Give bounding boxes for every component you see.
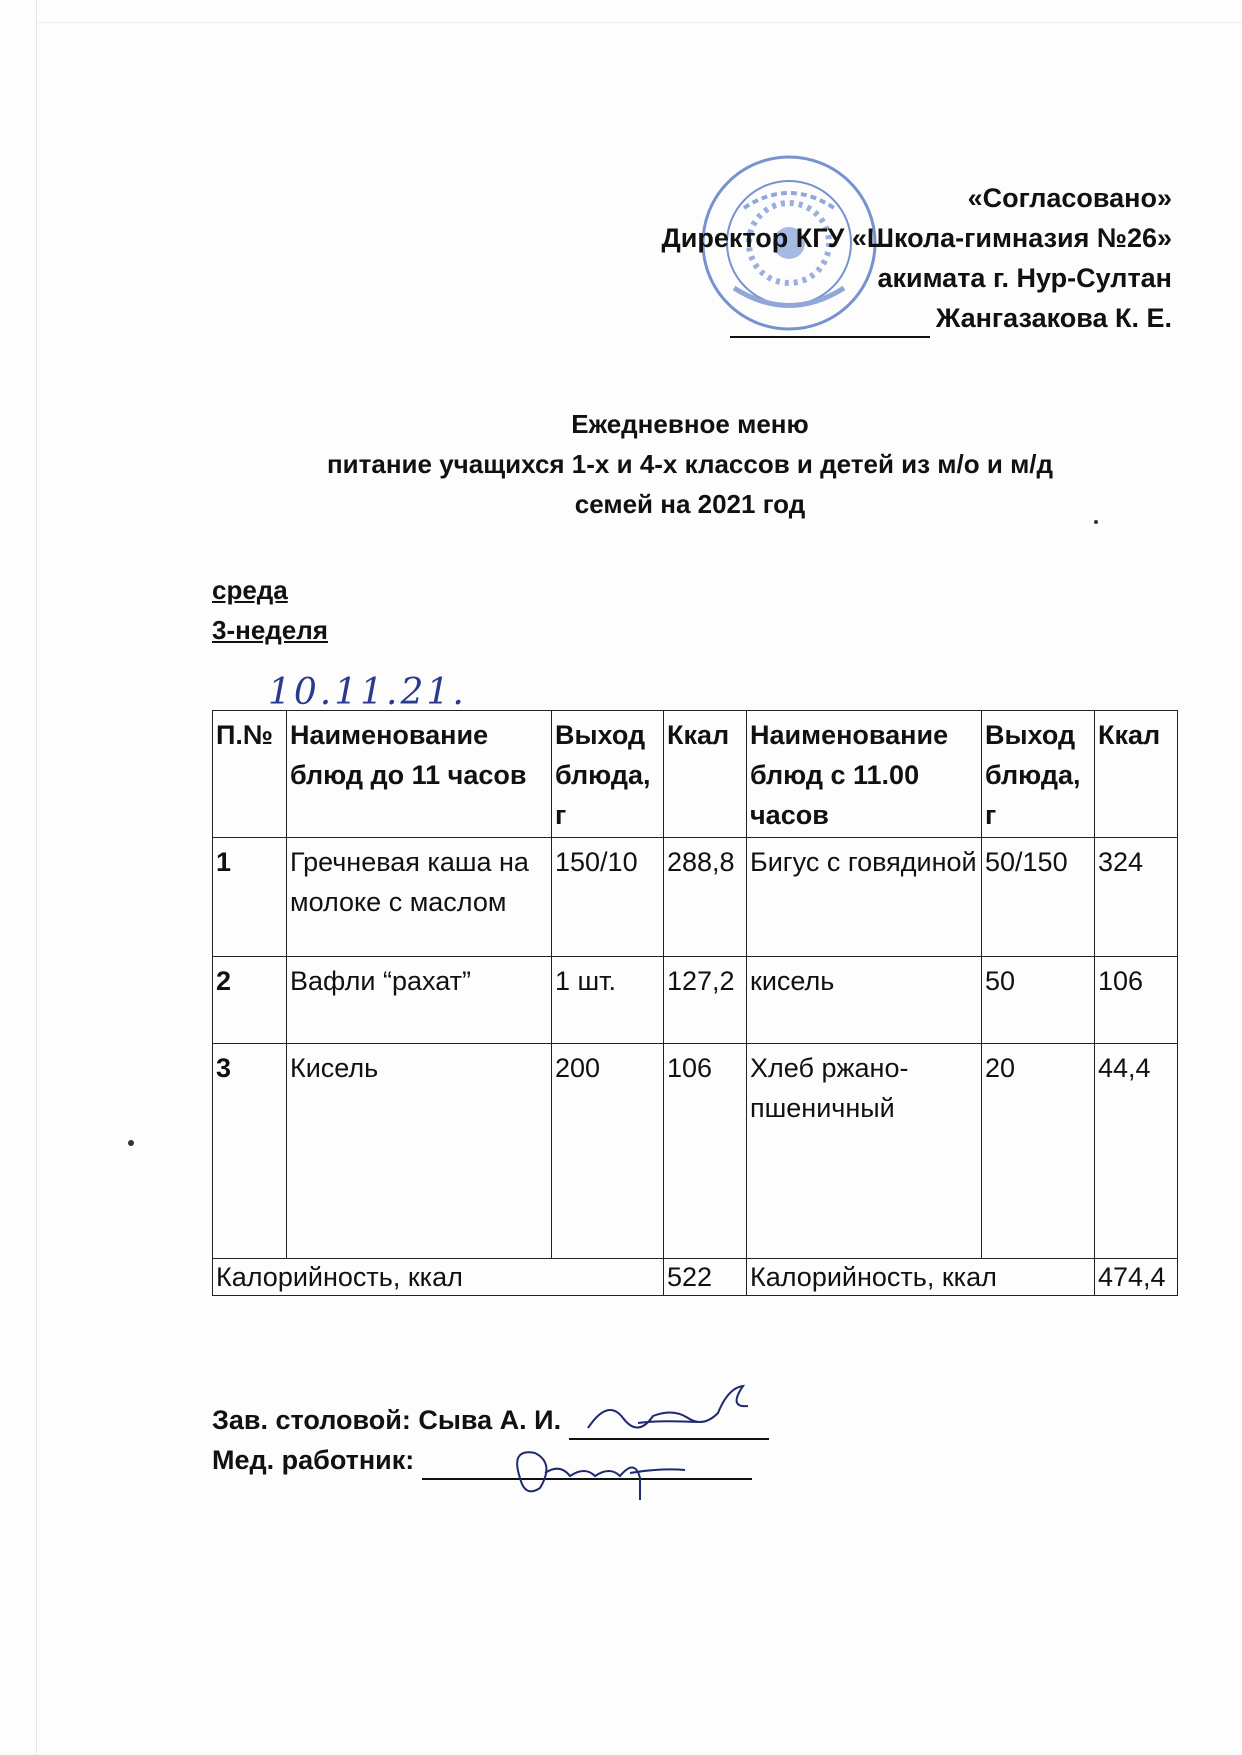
dish-after: кисель — [747, 957, 982, 1044]
header-kcal-before: Ккал — [664, 711, 747, 838]
yield-after: 50 — [982, 957, 1095, 1044]
header-yield-after: Выход блюда, г — [982, 711, 1095, 838]
totals-row — [213, 1259, 1178, 1296]
scan-edge-top — [36, 22, 1242, 23]
row-num: 1 — [213, 838, 287, 957]
weekday: среда — [212, 575, 288, 605]
scan-speck — [1094, 520, 1098, 524]
yield-before: 200 — [552, 1044, 664, 1259]
handwritten-date: 10.11.21. — [268, 672, 467, 713]
header-dish-before: Наименование блюд до 11 часов — [287, 711, 552, 838]
dish-before: Вафли “рахат” — [287, 957, 552, 1044]
row-num: 3 — [213, 1044, 287, 1259]
document-title — [0, 404, 1242, 524]
table-row — [213, 957, 1178, 1044]
yield-before: 150/10 — [552, 838, 664, 957]
row-num: 2 — [213, 957, 287, 1044]
menu-table — [212, 710, 1178, 1296]
kcal-before: 127,2 — [664, 957, 747, 1044]
medic-label: Мед. работник: — [212, 1445, 415, 1475]
dish-before: Кисель — [287, 1044, 552, 1259]
week-number: 3-неделя — [212, 615, 328, 645]
dish-after: Бигус с говядиной — [747, 838, 982, 957]
approval-signature-row — [662, 298, 1172, 338]
total-value-after: 474,4 — [1095, 1259, 1178, 1296]
kcal-before: 288,8 — [664, 838, 747, 957]
approval-block — [662, 178, 1172, 338]
table-row — [213, 838, 1178, 957]
approval-agreed: «Согласовано» — [967, 183, 1172, 213]
scan-edge — [36, 0, 37, 1755]
title-line-2: питание учащихся 1-х и 4-х классов и детей из м/о и м/д — [326, 449, 1054, 479]
table-row — [213, 1044, 1178, 1259]
scan-speck — [128, 1140, 134, 1146]
kcal-before: 106 — [664, 1044, 747, 1259]
header-yield-before: Выход блюда, г — [552, 711, 664, 838]
title-line-1: Ежедневное меню — [571, 409, 809, 439]
total-value-before: 522 — [664, 1259, 747, 1296]
kcal-after: 106 — [1095, 957, 1178, 1044]
total-label-before: Калорийность, ккал — [213, 1259, 664, 1296]
yield-before: 1 шт. — [552, 957, 664, 1044]
title-line-3: семей на 2021 год — [574, 489, 806, 519]
yield-after: 20 — [982, 1044, 1095, 1259]
header-kcal-after: Ккал — [1095, 711, 1178, 838]
total-label-after: Калорийность, ккал — [747, 1259, 1095, 1296]
header-num: П.№ — [213, 711, 287, 838]
dish-after: Хлеб ржано-пшеничный — [747, 1044, 982, 1259]
table-header-row — [213, 711, 1178, 838]
header-dish-after: Наименование блюд с 11.00 часов — [747, 711, 982, 838]
kcal-after: 324 — [1095, 838, 1178, 957]
yield-after: 50/150 — [982, 838, 1095, 957]
day-block — [212, 570, 328, 650]
canteen-head-label: Зав. столовой: Сыва А. И. — [212, 1405, 562, 1435]
kcal-after: 44,4 — [1095, 1044, 1178, 1259]
dish-before: Гречневая каша на молоке с маслом — [287, 838, 552, 957]
approval-signatory: Жангазакова К. Е. — [935, 303, 1172, 333]
handwritten-signature-medic — [500, 1428, 690, 1508]
approval-akimat: акимата г. Нур-Султан — [877, 263, 1172, 293]
approval-director: Директор КГУ «Школа-гимназия №26» — [661, 223, 1172, 253]
signature-line — [730, 308, 930, 338]
